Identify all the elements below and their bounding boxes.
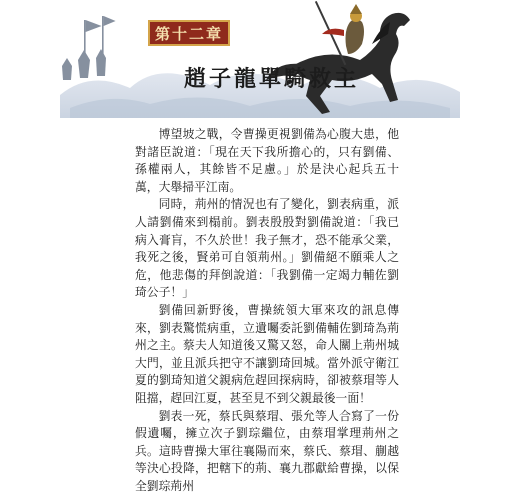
paragraph: 同時，荊州的情況也有了變化，劉表病重，派人請劉備來到榻前。劉表殷殷對劉備說道：「我已病入膏肓，不久於世！我子無才，恐不能承父業，我死之後，賢弟可自領荊州。」劉備絕不願乘人之危，他悲傷的拜倒說道：「我劉備一定竭力輔佐劉琦公子！」	[135, 197, 399, 300]
chapter-title: 趙子龍單騎救主	[184, 66, 360, 92]
paragraph: 劉備回新野後，曹操統領大軍來攻的訊息傳來，劉表驚慌病重，立遺囑委託劉備輔佐劉琦為荊州之主。蔡夫人知道後又驚又怒，命人關上荊州城大門，並且派兵把守不讓劉琦回城。當外派守衛江夏的劉琦知道父親病危趕回探病時，卻被蔡瑁等人阻擋，趕回江夏，甚至見不到父親最後一面！	[135, 302, 399, 405]
paragraph: 劉表一死，蔡氏與蔡瑁、張允等人合寫了一份假遺囑，擁立次子劉琮繼位，由蔡瑁掌理荊州之兵。這時曹操大軍往襄陽而來，蔡氏、蔡瑁、蒯越等決心投降，把轄下的荊、襄九郡獻給曹操，以保全劉琮荊州	[135, 408, 399, 493]
chapter-number-label: 第十二章	[148, 20, 230, 46]
chapter-body-text	[135, 126, 399, 495]
paragraph: 博望坡之戰，令曹操更視劉備為心腹大患，他對諸臣說道：「現在天下我所擔心的，只有劉備、孫權兩人，其餘皆不足慮。」於是決心起兵五十萬，大舉掃平江南。	[135, 127, 399, 194]
chapter-banner-illustration	[0, 0, 520, 118]
